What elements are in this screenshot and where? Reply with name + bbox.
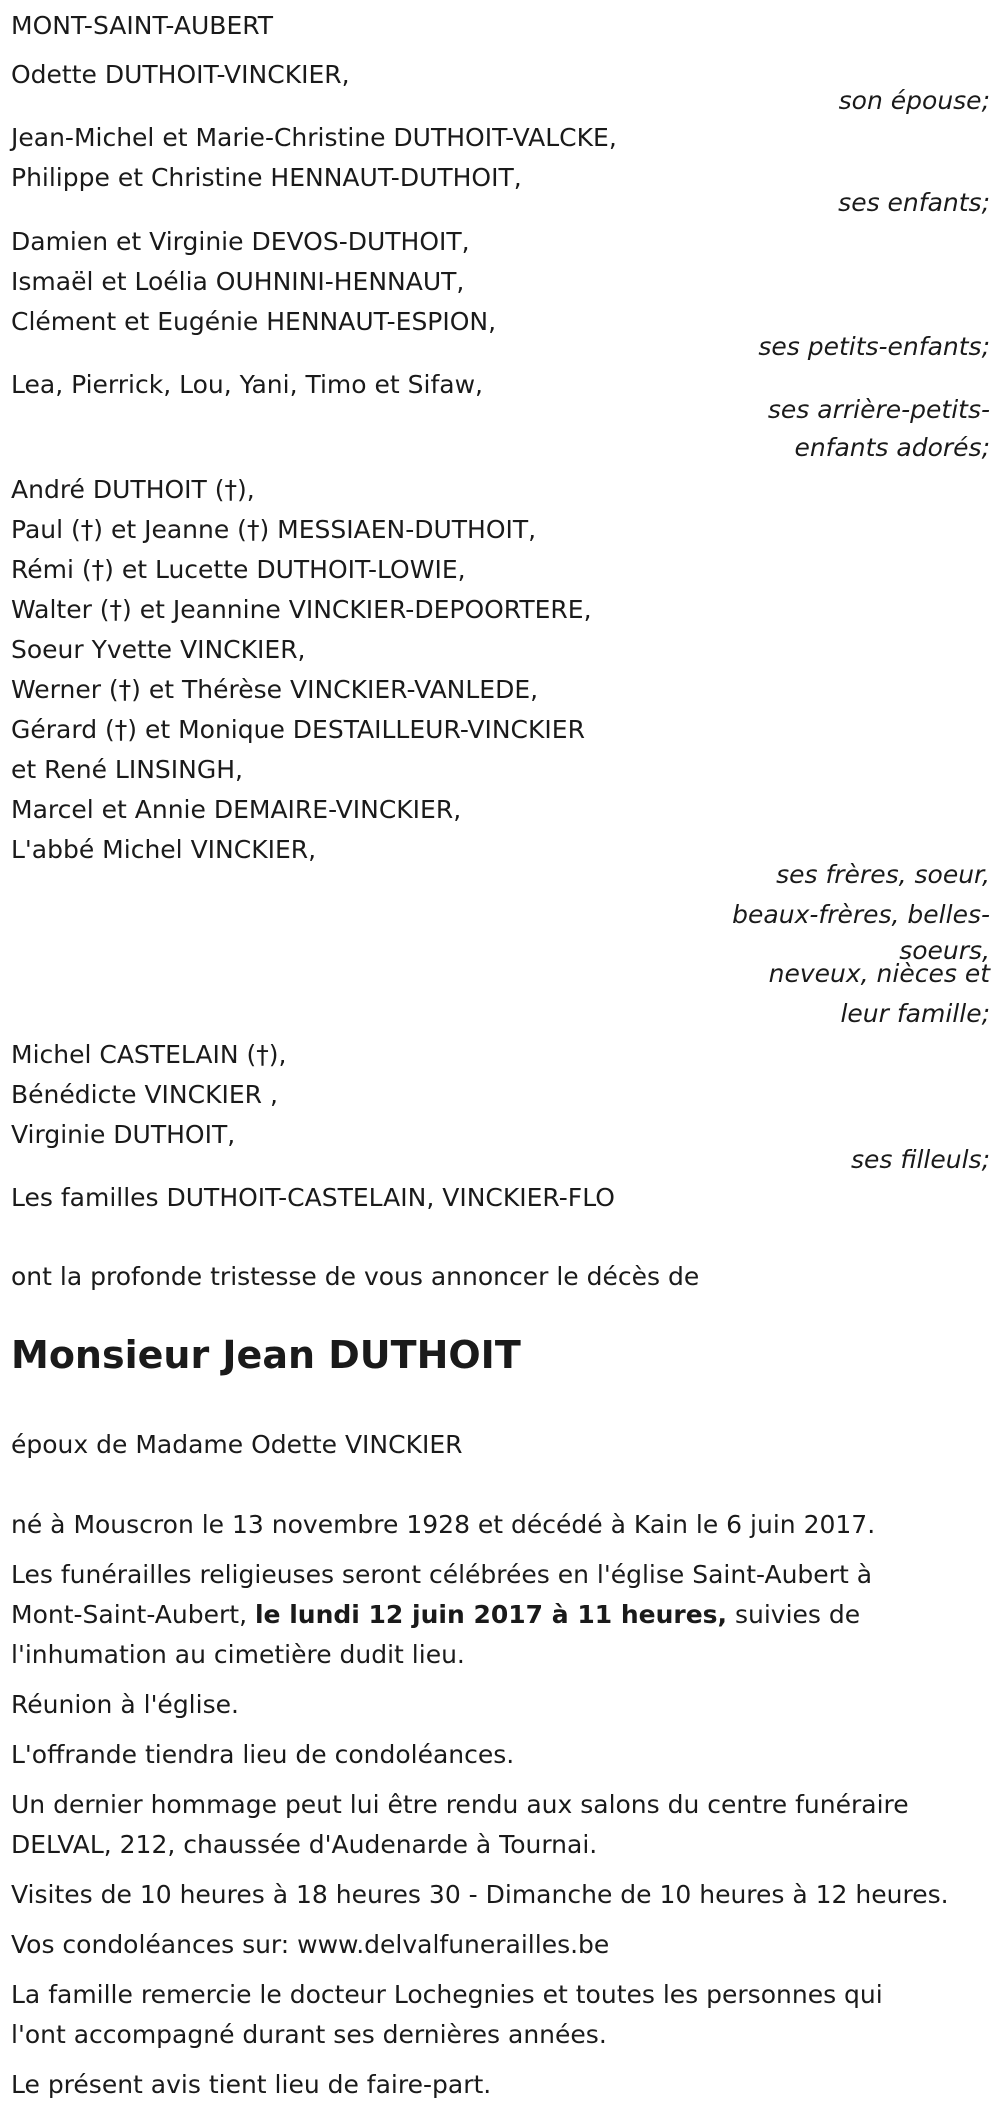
great-grandchildren-role-line: ses arrière-petits- — [767, 395, 990, 424]
funeral-continuation: suivies de — [727, 1600, 861, 1629]
thanks-line: La famille remercie le docteur Lochegnies et toutes les personnes qui — [11, 1980, 883, 2009]
spouse-name: Odette DUTHOIT-VINCKIER, — [11, 60, 350, 89]
godchild-line: Michel CASTELAIN (†), — [11, 1040, 287, 1069]
grandchild-line: Ismaël et Loélia OUHNINI-HENNAUT, — [11, 267, 465, 296]
thanks-line: l'ont accompagné durant ses dernières années. — [11, 2020, 607, 2049]
deceased-spouse: époux de Madame Odette VINCKIER — [11, 1430, 463, 1459]
tribute-line: DELVAL, 212, chaussée d'Audenarde à Tournai. — [11, 1830, 598, 1859]
siblings-role-line: leur famille; — [840, 999, 990, 1028]
location: MONT-SAINT-AUBERT — [11, 11, 274, 40]
godchildren-role: ses filleuls; — [850, 1145, 990, 1174]
godchild-line: Bénédicte VINCKIER , — [11, 1080, 278, 1109]
sibling-line: Werner (†) et Thérèse VINCKIER-VANLEDE, — [11, 675, 539, 704]
funeral-line: Les funérailles religieuses seront célébrées en l'église Saint-Aubert à — [11, 1560, 873, 1589]
families: Les familles DUTHOIT-CASTELAIN, VINCKIER-FLO — [11, 1183, 615, 1212]
sibling-line: Gérard (†) et Monique DESTAILLEUR-VINCKIER — [11, 715, 585, 744]
tribute-line: Un dernier hommage peut lui être rendu aux salons du centre funéraire — [11, 1790, 909, 1819]
child-line: Jean-Michel et Marie-Christine DUTHOIT-VALCKE, — [11, 123, 617, 152]
great-grandchildren: Lea, Pierrick, Lou, Yani, Timo et Sifaw, — [11, 370, 483, 399]
reunion: Réunion à l'église. — [11, 1690, 239, 1719]
sibling-line: Walter (†) et Jeannine VINCKIER-DEPOORTERE, — [11, 595, 592, 624]
godchild-line: Virginie DUTHOIT, — [11, 1120, 236, 1149]
notice: Le présent avis tient lieu de faire-part. — [11, 2070, 492, 2099]
spouse-role: son épouse; — [838, 86, 990, 115]
visits: Visites de 10 heures à 18 heures 30 - Dimanche de 10 heures à 12 heures. — [11, 1880, 949, 1909]
siblings-role-line: neveux, nièces et — [768, 959, 990, 988]
sibling-line: Rémi (†) et Lucette DUTHOIT-LOWIE, — [11, 555, 466, 584]
birth-death: né à Mouscron le 13 novembre 1928 et décédé à Kain le 6 juin 2017. — [11, 1510, 876, 1539]
siblings-role-line: beaux-frères, belles- — [732, 900, 990, 929]
funeral-datetime: le lundi 12 juin 2017 à 11 heures, — [254, 1600, 728, 1629]
child-line: Philippe et Christine HENNAUT-DUTHOIT, — [11, 163, 522, 192]
grandchildren-role: ses petits-enfants; — [758, 332, 990, 361]
funeral-line: l'inhumation au cimetière dudit lieu. — [11, 1640, 465, 1669]
funeral-place: Mont-Saint-Aubert, — [11, 1600, 255, 1629]
announcement: ont la profonde tristesse de vous annoncer le décès de — [11, 1262, 700, 1291]
offering: L'offrande tiendra lieu de condoléances. — [11, 1740, 515, 1769]
siblings-role-line: ses frères, soeur, — [776, 860, 990, 889]
deceased-name: Monsieur Jean DUTHOIT — [11, 1333, 521, 1377]
condolences: Vos condoléances sur: www.delvalfunerailles.be — [11, 1930, 610, 1959]
grandchild-line: Clément et Eugénie HENNAUT-ESPION, — [11, 307, 497, 336]
sibling-line: Soeur Yvette VINCKIER, — [11, 635, 306, 664]
sibling-line: Marcel et Annie DEMAIRE-VINCKIER, — [11, 795, 462, 824]
grandchild-line: Damien et Virginie DEVOS-DUTHOIT, — [11, 227, 470, 256]
siblings-role-line: soeurs, — [899, 936, 990, 965]
funeral-line — [11, 1595, 860, 1635]
great-grandchildren-role-line: enfants adorés; — [794, 433, 990, 462]
sibling-line: et René LINSINGH, — [11, 755, 243, 784]
sibling-line: André DUTHOIT (†), — [11, 475, 255, 504]
sibling-line: Paul (†) et Jeanne (†) MESSIAEN-DUTHOIT, — [11, 515, 537, 544]
sibling-line: L'abbé Michel VINCKIER, — [11, 835, 317, 864]
children-role: ses enfants; — [838, 188, 990, 217]
